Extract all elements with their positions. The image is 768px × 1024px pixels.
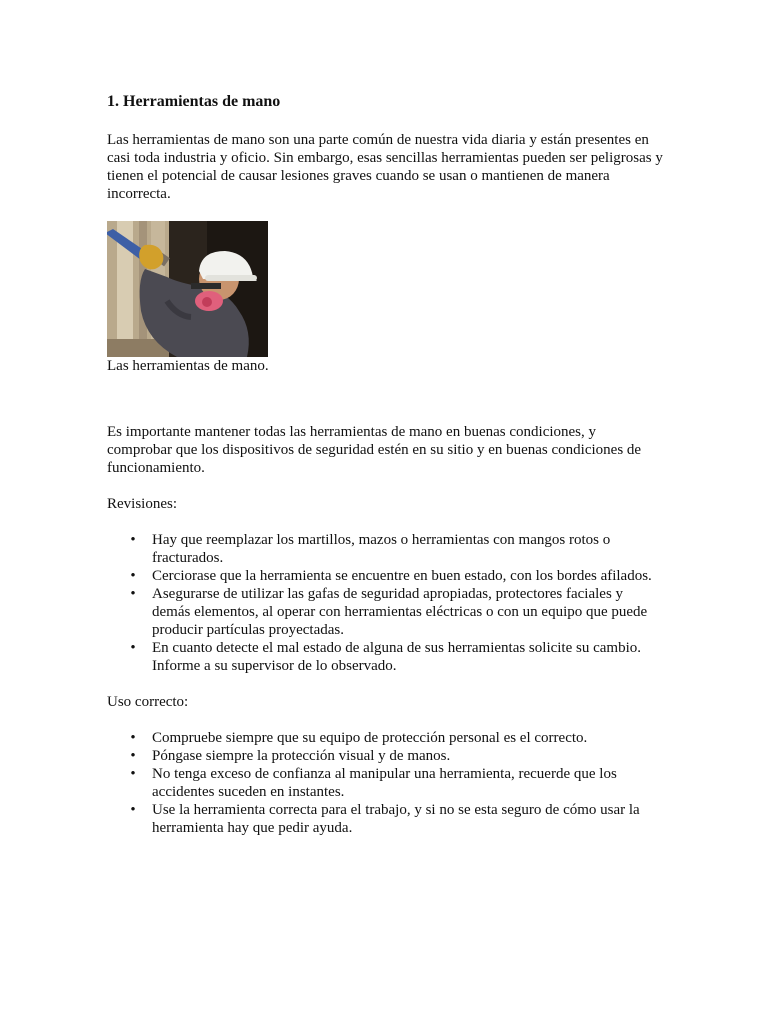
bullet-icon: • — [130, 532, 136, 548]
list-item — [130, 801, 663, 837]
bullet-icon: • — [130, 640, 136, 656]
list-item — [130, 531, 663, 567]
revisiones-list — [107, 531, 663, 675]
list-item-text: Póngase siempre la protección visual y de manos. — [152, 748, 451, 764]
list-item-text: Compruebe siempre que su equipo de protección personal es el correcto. — [152, 730, 588, 746]
list-item — [130, 765, 663, 801]
list-item-text: Asegurarse de utilizar las gafas de seguridad apropiadas, protectores faciales y demás elementos, al operar con herramientas eléctricas o con un equipo que puede producir partículas proyectadas. — [152, 586, 648, 638]
list-item-text: Cerciorase que la herramienta se encuentre en buen estado, con los bordes afilados. — [152, 568, 652, 584]
bullet-icon: • — [130, 568, 136, 584]
list-item — [130, 729, 663, 747]
list-item — [130, 585, 663, 639]
list-item — [130, 567, 663, 585]
list-item — [130, 747, 663, 765]
uso-correcto-label: Uso correcto: — [107, 694, 189, 710]
list-item-text: No tenga exceso de confianza al manipular una herramienta, recuerde que los accidentes suceden en instantes. — [152, 766, 617, 800]
bullet-icon: • — [130, 586, 136, 602]
intro-paragraph: Las herramientas de mano son una parte común de nuestra vida diaria y están presentes en casi toda industria y oficio. Sin embargo, esas sencillas herramientas pueden ser peligrosas y tienen el potencial de causar lesiones graves cuando se usan o mantienen de manera incorrecta. — [107, 132, 663, 202]
worker-photo — [107, 221, 268, 357]
list-item-text: Hay que reemplazar los martillos, mazos o herramientas con mangos rotos o fracturados. — [152, 532, 611, 566]
bullet-icon: • — [130, 802, 136, 818]
bullet-icon: • — [130, 730, 136, 746]
bullet-icon: • — [130, 748, 136, 764]
document-page — [107, 92, 663, 855]
revisiones-label: Revisiones: — [107, 496, 177, 512]
list-item-text: Use la herramienta correcta para el trabajo, y si no se esta seguro de cómo usar la herramienta hay que pedir ayuda. — [152, 802, 640, 836]
section-heading: 1. Herramientas de mano — [107, 93, 281, 110]
photo-caption: Las herramientas de mano. — [107, 358, 269, 374]
list-item — [130, 639, 663, 675]
bullet-icon: • — [130, 766, 136, 782]
list-item-text: En cuanto detecte el mal estado de alguna de sus herramientas solicite su cambio. Informe a su supervisor de lo observado. — [152, 640, 641, 674]
uso-correcto-list — [107, 729, 663, 837]
maintenance-paragraph: Es importante mantener todas las herramientas de mano en buenas condiciones, y comprobar que los dispositivos de seguridad estén en su sitio y en buenas condiciones de funcionamiento. — [107, 424, 642, 476]
